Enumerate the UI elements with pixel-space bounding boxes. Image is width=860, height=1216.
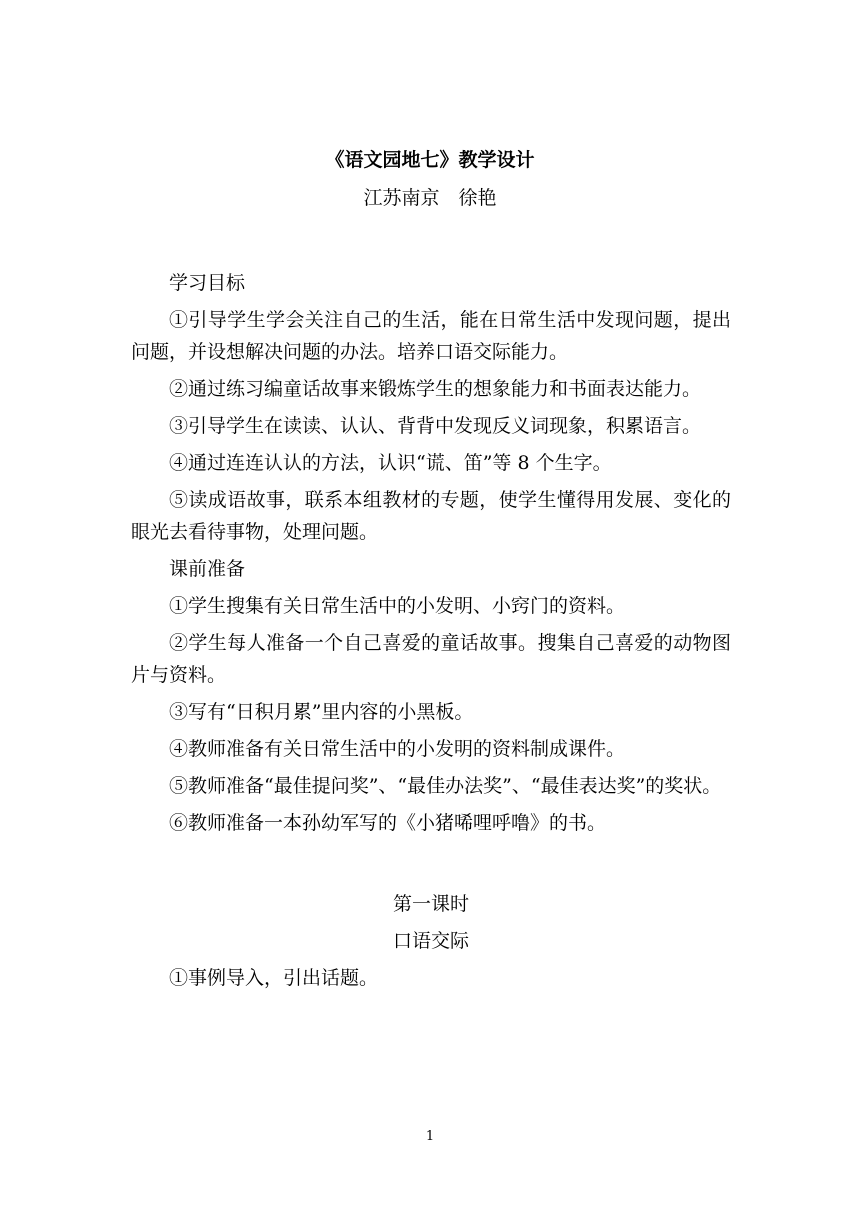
prep-item: ⑤教师准备“最佳提问奖”、“最佳办法奖”、“最佳表达奖”的奖状。 [169,775,722,797]
lesson-item: ①事例导入，引出话题。 [169,967,379,989]
goal-item: ④通过连连认认的方法，认识“谎、笛”等 8 个生字。 [169,452,612,474]
goal-item: ①引导学生学会关注自己的生活，能在日常生活中发现问题，提出问题，并设想解决问题的办法。培养口语交际能力。 [131,309,731,363]
prep-heading: 课前准备 [169,558,246,580]
document-title: 《语文园地七》教学设计 [325,149,535,171]
prep-item: ⑥教师准备一本孙幼军写的《小猪唏哩呼噜》的书。 [169,812,607,834]
prep-item: ④教师准备有关日常生活中的小发明的资料制成课件。 [169,738,626,760]
lesson-subheading: 口语交际 [392,930,469,952]
section-gap [131,844,731,888]
prep-item: ②学生每人准备一个自己喜爱的童话故事。搜集自己喜爱的动物图片与资料。 [131,632,731,686]
prep-item: ①学生搜集有关日常生活中的小发明、小窍门的资料。 [169,595,626,617]
goals-heading: 学习目标 [169,272,246,294]
goal-item: ③引导学生在读读、认认、背背中发现反义词现象，积累语言。 [169,415,702,437]
page-number: 1 [425,1129,435,1144]
prep-item: ③写有“日积月累”里内容的小黑板。 [169,701,474,723]
goal-item: ⑤读成语故事，联系本组教材的专题，使学生懂得用发展、变化的眼光去看待事物，处理问题。 [131,489,731,543]
author-line: 江苏南京 徐艳 [363,187,497,209]
document-body [131,267,731,999]
lesson-heading: 第一课时 [392,893,469,915]
goal-item: ②通过练习编童话故事来锻炼学生的想象能力和书面表达能力。 [169,378,702,400]
